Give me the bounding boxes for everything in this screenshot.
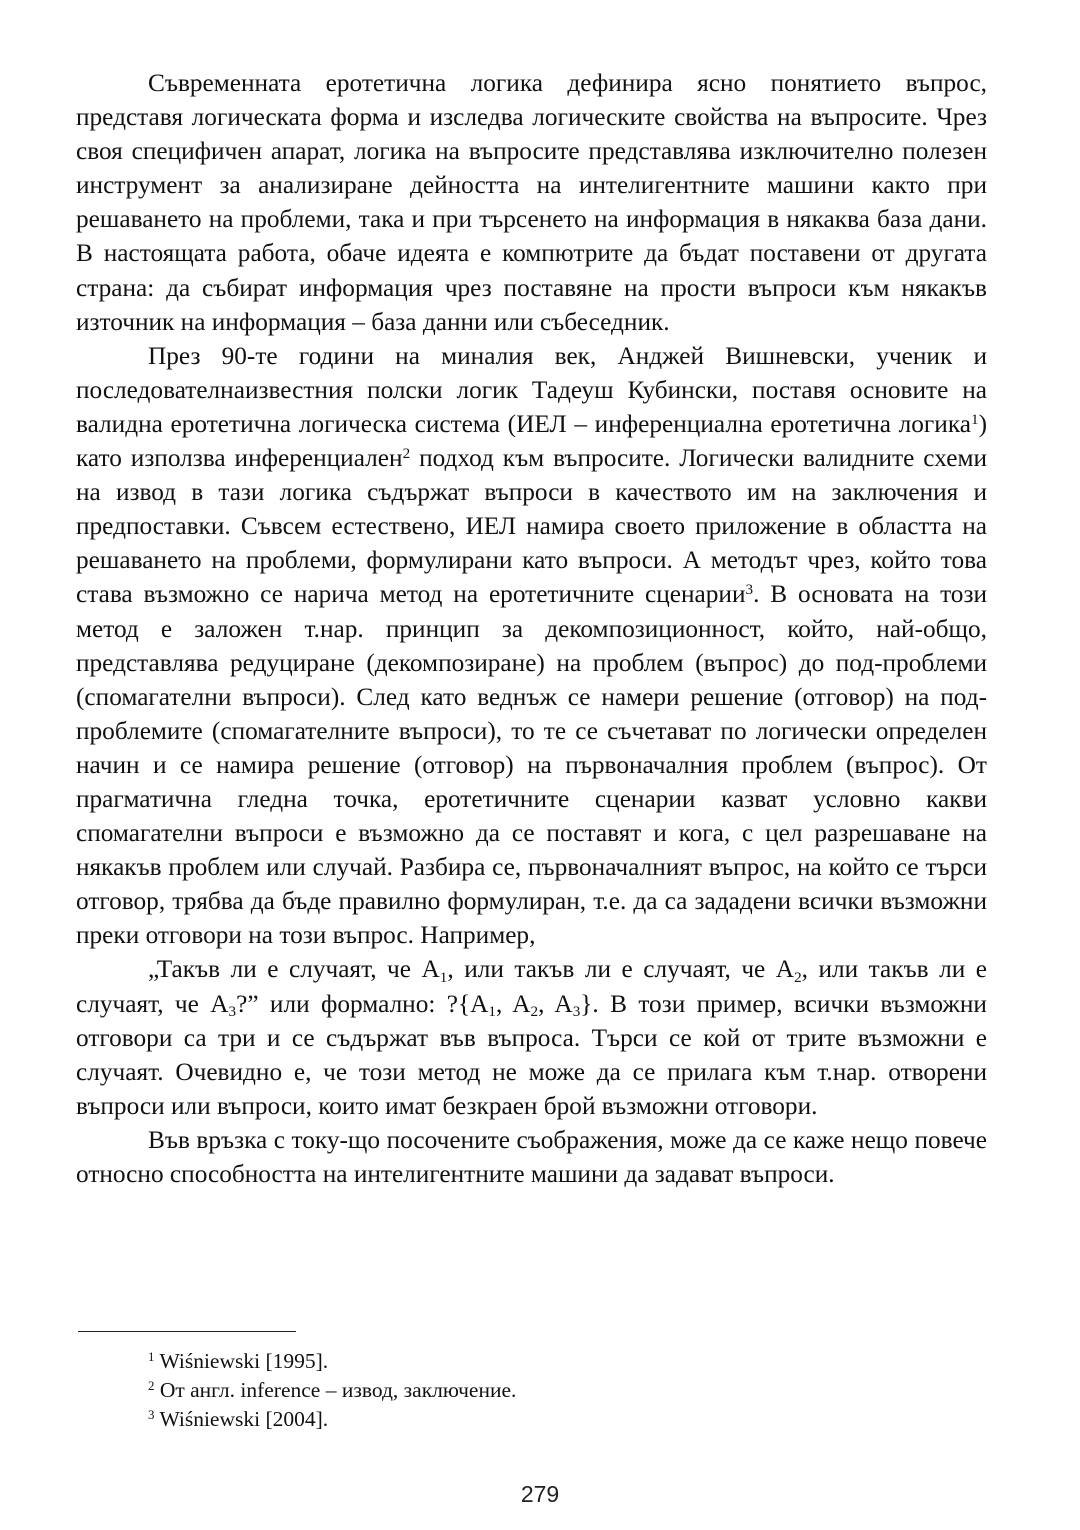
paragraph-2-text: . В основата на този метод е заложен т.нар. принцип за декомпозиционност, който, най-общо, представлява редуциране (декомпозиране) на проблем (въпрос) до под-проблеми (спомагателни въпроси). След като веднъж се намери решение (отговор) на под-проблемите (спомагателните въпроси), то те се съчетават по логически определен начин и се намира решение (отговор) на първоначалния проблем (въпрос). От прагматична гледна точка, еротетичните сценарии казват условно какви спомагателни въпроси е възможно да се поставят и кога, с цел разрешаване на някакъв проблем или случай. Разбира се, първоначалният въпрос, на който се търси отговор, трябва да бъде правилно формулиран, т.е. да са зададени всички възможни преки отговори на този въпрос. Например, (76, 580, 987, 950)
footnote-ref-2[interactable]: 2 (402, 444, 411, 462)
footnote-text: Wiśniewski [2004]. (154, 1407, 329, 1431)
footnote-ref-3[interactable]: 3 (745, 581, 754, 599)
paragraph-2 (76, 339, 987, 953)
paragraph-2-text: подход към въпросите. Логически валидните схеми на извод в тази логика съдържат въпроси в качеството им на заключения и предпоставки. Съвсем естествено, ИЕЛ намира своето приложение в областта на решаването на проблеми, формулирани като въпроси. А методът чрез, който това става възможно се нарича метод на еротетичните сценарии (76, 444, 987, 609)
footnote-divider (78, 1331, 296, 1332)
subscript: 1 (488, 1003, 496, 1021)
subscript: 2 (530, 1003, 539, 1021)
footnote-1 (148, 1347, 988, 1376)
paragraph-4: Във връзка с току-що посочените съображения, може да се каже нещо повече относно способността на интелигентните машини да задават въпроси. (76, 1125, 987, 1188)
paragraph-2-text: ) като използва инференциален (76, 409, 987, 473)
subscript: 3 (228, 1003, 237, 1021)
footnote-2 (148, 1376, 988, 1405)
subscript: 2 (794, 968, 802, 986)
paragraph-3-text: , A (495, 989, 531, 1018)
paragraph-3-text: , A (538, 989, 573, 1018)
paragraph-3 (76, 952, 987, 1122)
footnote-number: 1 (148, 1349, 155, 1364)
paragraph-3-text: , или такъв ли е случаят, че A (447, 955, 795, 984)
footnote-number: 2 (148, 1378, 155, 1393)
footnote-3 (148, 1405, 988, 1434)
subscript: 1 (439, 968, 448, 986)
footnote-number: 3 (148, 1407, 155, 1422)
footnote-text: Wiśniewski [1995]. (154, 1349, 329, 1373)
paragraph-3-text: ?” или формално: ?{A (236, 989, 489, 1018)
paragraph-2-text: През 90-те години на миналия век, Анджей Вишневски, ученик и последователнаизвестния полски логик Тадеуш Кубински, поставя основите на валидна еротетична логическа система (ИЕЛ – инференциална еротетична логика (76, 341, 987, 438)
footnote-text: От англ. inference – извод, заключение. (154, 1378, 517, 1402)
paragraph-1: Съвременната еротетична логика дефинира ясно понятието въпрос, представя логическата форма и изследва логическите свойства на въпросите. Чрез своя специфичен апарат, логика на въпросите представлява изключително полезен инструмент за анализиране дейността на интелигентните машини както при решаването на проблеми, така и при търсенето на информация в някаква база дани. В настоящата работа, обаче идеята е компютрите да бъдат поставени от другата страна: да събират информация чрез поставяне на прости въпроси към някакъв източник на информация – база данни или събеседник. (76, 69, 987, 336)
footnote-ref-1[interactable]: 1 (970, 410, 979, 428)
footnotes (148, 1347, 988, 1434)
page-number: 279 (520, 1481, 560, 1507)
subscript: 3 (572, 1003, 581, 1021)
body-text (76, 66, 987, 1191)
paragraph-3-text: }. В този пример, всички възможни отговори са три и се съдържат във въпроса. Търси се кой от трите възможни е случаят. Очевидно е, че този метод не може да се прилага към т.нар. отворени въпроси или въпроси, които имат безкраен брой възможни отговори. (76, 989, 987, 1120)
paragraph-3-text: , или такъв ли е случаят, че A (76, 955, 988, 1018)
paragraph-3-text: „Такъв ли е случаят, че A (148, 955, 440, 984)
